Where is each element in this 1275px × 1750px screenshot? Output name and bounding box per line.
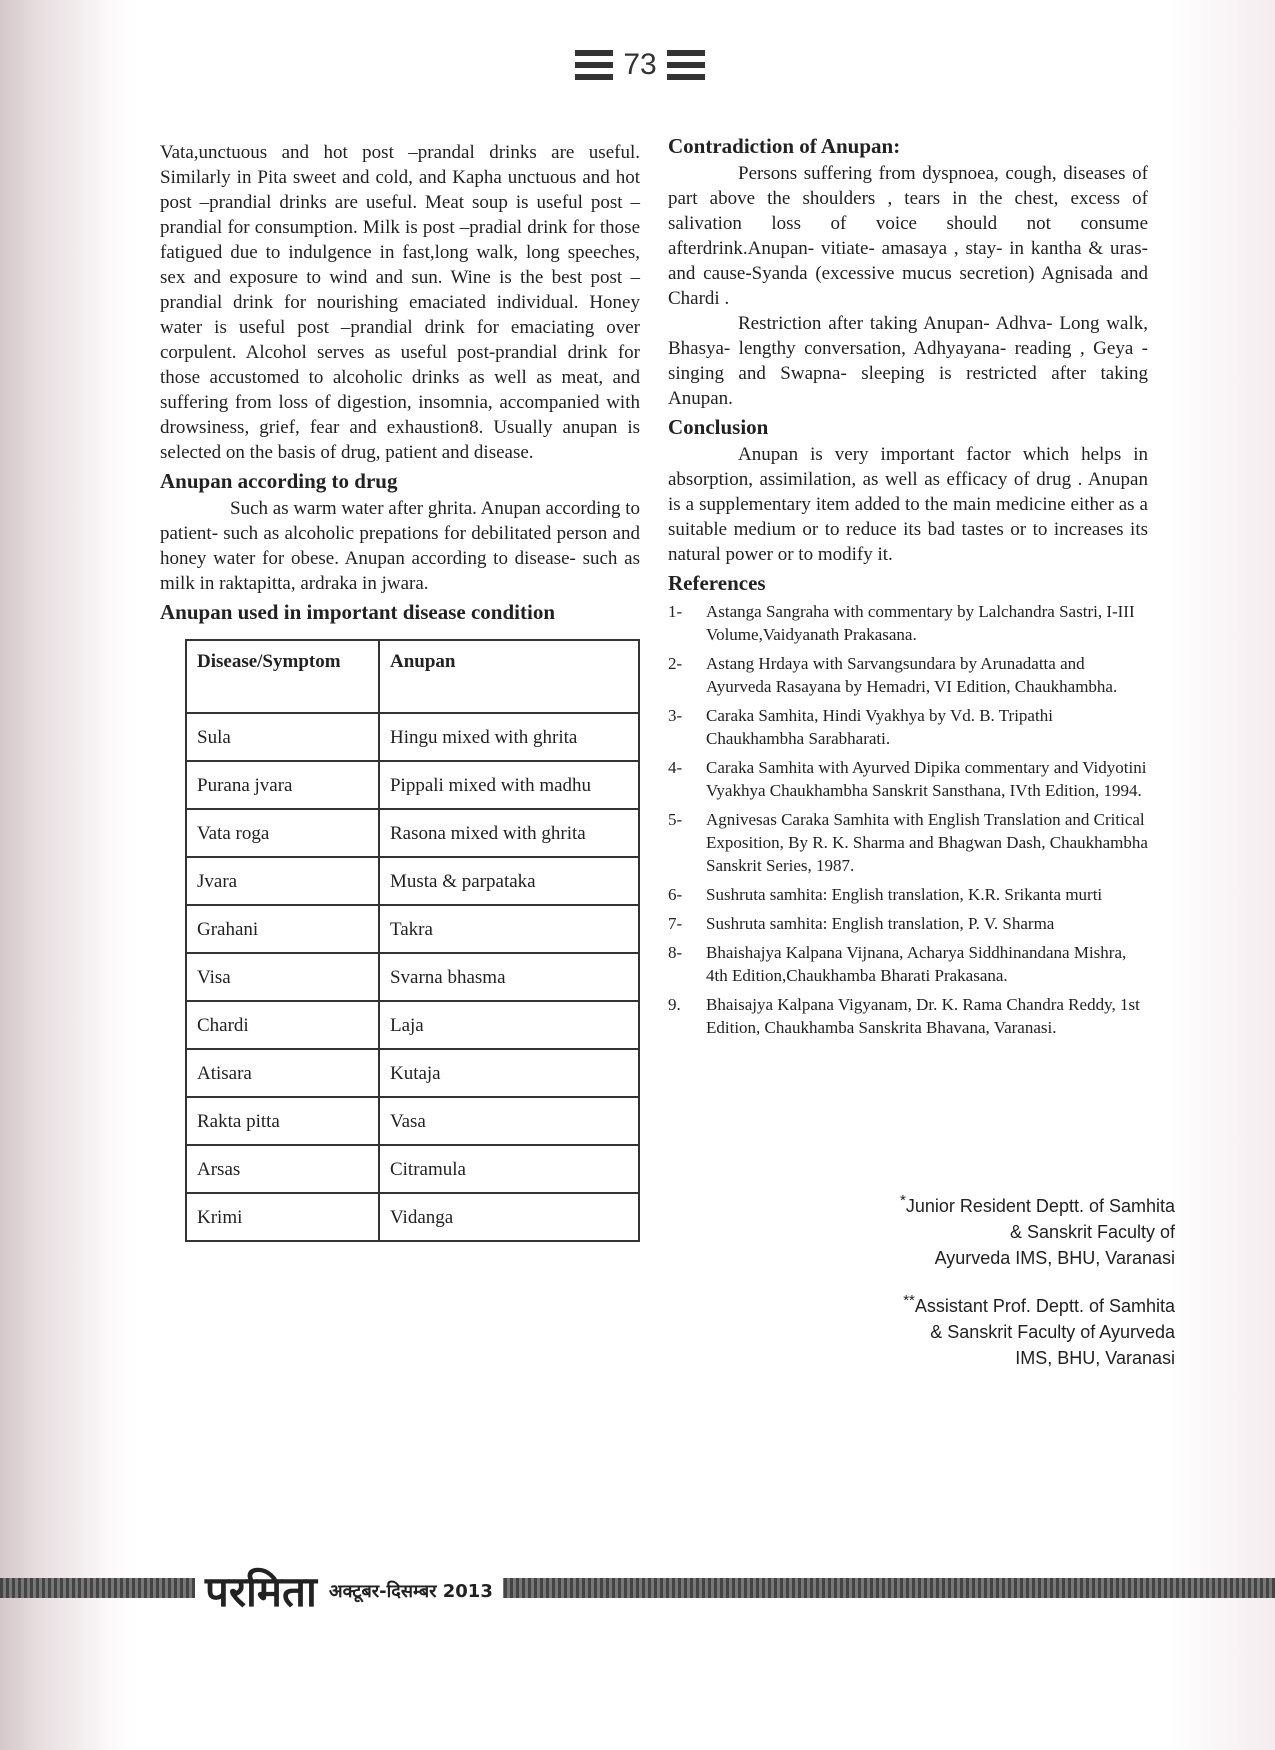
affiliation-line: Ayurveda IMS, BHU, Varanasi <box>934 1248 1175 1268</box>
table-row <box>186 1097 639 1145</box>
list-item: 9. Bhaisajya Kalpana Vigyanam, Dr. K. Rama Chandra Reddy, 1st Edition, Chaukhamba Sanskrita Bhavana, Varanasi. <box>668 995 1140 1037</box>
table-row <box>186 1049 639 1097</box>
cell-anupan: Citramula <box>379 1145 639 1193</box>
cell-disease: Purana jvara <box>186 761 379 809</box>
list-item: 2- Astang Hrdaya with Sarvangsundara by Arunadatta and Ayurveda Rasayana by Hemadri, VI Edition, Chaukhambha. <box>668 654 1118 696</box>
table-row <box>186 713 639 761</box>
cell-anupan: Musta & parpataka <box>379 857 639 905</box>
list-item: 8- Bhaishajya Kalpana Vijnana, Acharya Siddhinandana Mishra, 4th Edition,Chaukhamba Bharati Prakasana. <box>668 943 1127 985</box>
list-item: 6- Sushruta samhita: English translation, K.R. Srikanta murti <box>668 885 1103 904</box>
header-disease: Disease/Symptom <box>186 640 379 713</box>
header-anupan: Anupan <box>379 640 639 713</box>
right-bars-ornament <box>667 50 705 80</box>
affiliation-line: & Sanskrit Faculty of <box>1009 1222 1175 1242</box>
page-number-block <box>560 40 720 90</box>
list-item: 4- Caraka Samhita with Ayurved Dipika commentary and Vidyotini Vyakhya Chaukhambha Sanskrit Sansthana, IVth Edition, 1994. <box>668 758 1147 800</box>
book-spine-shadow <box>0 0 120 1750</box>
cell-anupan: Svarna bhasma <box>379 953 639 1001</box>
cell-anupan: Kutaja <box>379 1049 639 1097</box>
list-item: 3- Caraka Samhita, Hindi Vyakhya by Vd. B. Tripathi Chaukhambha Sarabharati. <box>668 706 1053 748</box>
left-column <box>160 140 640 1242</box>
cell-anupan: Vasa <box>379 1097 639 1145</box>
disease-anupan-table <box>185 639 640 1242</box>
footer-label <box>195 1562 503 1619</box>
list-item: 5- Agnivesas Caraka Samhita with English Translation and Critical Exposition, By R. K. Sharma and Bhagwan Dash, Chaukhambha Sanskrit Series, 1987. <box>668 810 1148 875</box>
cell-disease: Sula <box>186 713 379 761</box>
journal-brand: परमिता <box>205 1567 317 1616</box>
table-row <box>186 905 639 953</box>
cell-disease: Arsas <box>186 1145 379 1193</box>
left-bars-ornament <box>575 50 613 80</box>
table-header-row <box>186 640 639 713</box>
cell-disease: Visa <box>186 953 379 1001</box>
table-row <box>186 809 639 857</box>
affiliation-junior-resident <box>900 1188 1175 1271</box>
cell-disease: Atisara <box>186 1049 379 1097</box>
cell-anupan: Rasona mixed with ghrita <box>379 809 639 857</box>
affiliation-line: & Sanskrit Faculty of Ayurveda <box>930 1322 1175 1342</box>
affiliation-line: *Junior Resident Deptt. of Samhita <box>900 1192 1175 1216</box>
footer-rule <box>0 1578 1275 1598</box>
table-row <box>186 1001 639 1049</box>
journal-issue: अक्टूबर-दिसम्बर 2013 <box>328 1580 493 1602</box>
cell-disease: Chardi <box>186 1001 379 1049</box>
heading-references: References <box>668 571 766 595</box>
drug-paragraph: Such as warm water after ghrita. Anupan according to patient- such as alcoholic prepations for debilitated person and honey water for obese. Anupan according to disease- such as milk in raktapitta, ardraka in jwara. <box>160 498 640 594</box>
cell-anupan: Hingu mixed with ghrita <box>379 713 639 761</box>
table-row <box>186 1193 639 1241</box>
references-list <box>668 600 1148 1039</box>
contradiction-paragraph-1: Persons suffering from dyspnoea, cough, diseases of part above the shoulders , tears in the chest, excess of salivation loss of voice should not consume afterdrink.Anupan- vitiate- amasaya , stay- in kantha & uras- and cause-Syanda (excessive mucus secretion) Agnisada and Chardi . <box>668 163 1148 309</box>
affiliation-assistant-prof <box>903 1288 1175 1371</box>
contradiction-paragraph-2: Restriction after taking Anupan- Adhva- Long walk, Bhasya- lengthy conversation, Adhyayana- reading , Geya - singing and Swapna- sleeping is restricted after taking Anupan. <box>668 313 1148 409</box>
right-column <box>668 130 1148 1045</box>
cell-disease: Krimi <box>186 1193 379 1241</box>
cell-disease: Jvara <box>186 857 379 905</box>
conclusion-paragraph: Anupan is very important factor which helps in absorption, assimilation, as well as efficacy of drug . Anupan is a supplementary item added to the main medicine either as a suitable medium or to reduce its bad tastes or to increases its natural power or to modify it. <box>668 444 1148 565</box>
heading-anupan-drug: Anupan according to drug <box>160 469 398 493</box>
list-item: 7- Sushruta samhita: English translation, P. V. Sharma <box>668 914 1055 933</box>
list-item: 1- Astanga Sangraha with commentary by Lalchandra Sastri, I-III Volume,Vaidyanath Prakasana. <box>668 602 1135 644</box>
cell-anupan: Pippali mixed with madhu <box>379 761 639 809</box>
table-row <box>186 857 639 905</box>
cell-disease: Rakta pitta <box>186 1097 379 1145</box>
affiliation-line: **Assistant Prof. Deptt. of Samhita <box>903 1292 1175 1316</box>
heading-anupan-disease: Anupan used in important disease condition <box>160 600 556 624</box>
table-row <box>186 953 639 1001</box>
cell-disease: Grahani <box>186 905 379 953</box>
cell-anupan: Laja <box>379 1001 639 1049</box>
heading-conclusion: Conclusion <box>668 415 769 439</box>
table-row <box>186 1145 639 1193</box>
table-row <box>186 761 639 809</box>
heading-contradiction: Contradiction of Anupan: <box>668 134 901 158</box>
cell-anupan: Vidanga <box>379 1193 639 1241</box>
affiliation-line: IMS, BHU, Varanasi <box>1015 1348 1175 1368</box>
cell-anupan: Takra <box>379 905 639 953</box>
cell-disease: Vata roga <box>186 809 379 857</box>
page-number: 73 <box>623 48 657 81</box>
intro-paragraph: Vata,unctuous and hot post –prandal drinks are useful. Similarly in Pita sweet and cold, and Kapha unctuous and hot post –prandial drinks are useful. Meat soup is useful post –prandial for consumption. Milk is post –pradial drink for those fatigued due to indulgence in fast,long walk, long speeches, sex and exposure to wind and sun. Wine is the best post –prandial drink for nourishing emaciated individual. Honey water is useful post –prandial drink for emaciating over corpulent. Alcohol serves as useful post-prandial drink for those accustomed to alcoholic drinks as well as meat, and suffering from loss of digestion, insomnia, accompanied with drowsiness, grief, fear and exhaustion8. Usually anupan is selected on the basis of drug, patient and disease. <box>160 142 640 463</box>
